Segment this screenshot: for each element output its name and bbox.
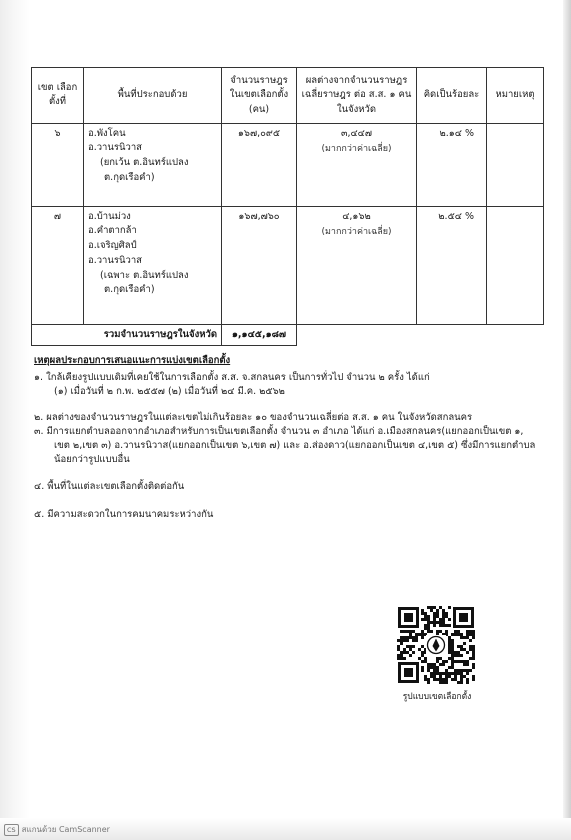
area-line: อ.พังโคน (88, 127, 126, 139)
qr-module (415, 633, 418, 636)
percent-value: ๒.๑๔ % (439, 127, 474, 139)
reason-item-3-detail: เขต ๒,เขต ๓) อ.วานรนิวาส(แยกออกเป็นเขต ๖,เขต ๗) และ อ.ส่องดาว(แยกออกเป็นเขต ๔,เขต ๕) ซึ่งมีการแยกตำบล (54, 439, 536, 451)
qr-block (397, 606, 475, 703)
qr-module (469, 648, 472, 651)
qr-module (427, 621, 430, 624)
reason-item-1-detail: (๑) เมื่อวันที่ ๒ ก.พ. ๒๕๕๗ (๒) เมื่อวันที่ ๒๔ มี.ค. ๒๕๖๒ (54, 385, 285, 397)
qr-module (421, 612, 424, 615)
header-district-no: เขต เลือกตั้งที่ (32, 68, 84, 124)
percent-cell (417, 123, 487, 206)
qr-module (400, 642, 403, 645)
qr-module (427, 606, 430, 609)
qr-module (403, 636, 406, 639)
qr-module (445, 678, 448, 681)
qr-module (463, 663, 466, 666)
qr-module (466, 651, 469, 654)
scanner-footer-text: สแกนด้วย CamScanner (21, 825, 110, 834)
total-label: รวมจำนวนราษฎรในจังหวัด (32, 324, 222, 346)
qr-module (430, 672, 433, 675)
difference-note: (มากกว่าค่าเฉลี่ย) (321, 227, 392, 238)
qr-module (463, 660, 466, 663)
qr-module (439, 630, 442, 633)
qr-module (433, 672, 436, 675)
reason-item-1: ๑. ใกล้เคียงรูปแบบเดิมที่เคยใช้ในการเลือกตั้ง ส.ส. จ.สกลนคร เป็นการทั่วไป จำนวน ๒ ครั้ง ได้แก่ (34, 371, 430, 383)
qr-module (451, 666, 454, 669)
qr-module (406, 636, 409, 639)
qr-module (439, 678, 442, 681)
qr-module (445, 669, 448, 672)
qr-module (445, 675, 448, 678)
qr-module (445, 660, 448, 663)
qr-module (421, 618, 424, 621)
qr-module (442, 621, 445, 624)
qr-module (466, 681, 469, 684)
qr-module (418, 648, 421, 651)
qr-module (466, 678, 469, 681)
qr-code-icon[interactable] (397, 606, 475, 684)
qr-module (439, 672, 442, 675)
qr-module (433, 618, 436, 621)
qr-module (451, 660, 454, 663)
qr-module (451, 678, 454, 681)
difference-value: ๓,๔๔๗ (340, 127, 373, 139)
qr-module (436, 630, 439, 633)
qr-module (451, 654, 454, 657)
qr-module (436, 678, 439, 681)
qr-module (472, 633, 475, 636)
table-header-row (32, 68, 544, 124)
district-area (84, 206, 222, 324)
reasons-section (34, 354, 539, 522)
qr-module (430, 663, 433, 666)
qr-module (460, 633, 463, 636)
qr-module (412, 651, 415, 654)
qr-module (448, 636, 451, 639)
qr-module (409, 648, 412, 651)
qr-module (433, 615, 436, 618)
qr-module (472, 663, 475, 666)
qr-module (466, 660, 469, 663)
qr-module (424, 675, 427, 678)
qr-module (448, 624, 451, 627)
qr-module (418, 633, 421, 636)
qr-module (442, 681, 445, 684)
qr-module (412, 636, 415, 639)
qr-module (430, 606, 433, 609)
qr-module (430, 630, 433, 633)
header-population: จำนวนราษฎร ในเขตเลือกตั้ง (คน) (222, 68, 297, 124)
qr-module (466, 669, 469, 672)
qr-module (409, 654, 412, 657)
remark-cell (487, 206, 544, 324)
qr-module (403, 651, 406, 654)
qr-module (439, 681, 442, 684)
qr-module (457, 672, 460, 675)
qr-module (442, 663, 445, 666)
area-line: อ.วานรนิวาส (88, 254, 142, 266)
qr-module (451, 648, 454, 651)
qr-module (445, 672, 448, 675)
qr-module (451, 633, 454, 636)
qr-module (406, 639, 409, 642)
reason-item-4: ๔. พื้นที่ในแต่ละเขตเลือกตั้งติดต่อกัน (34, 481, 185, 493)
qr-module (451, 639, 454, 642)
area-line: อ.เจริญศิลป์ (88, 240, 137, 252)
qr-module (466, 672, 469, 675)
qr-module (460, 660, 463, 663)
population-cell (222, 123, 297, 206)
qr-module (454, 633, 457, 636)
qr-module (397, 645, 400, 648)
qr-module (433, 675, 436, 678)
qr-module (412, 639, 415, 642)
population-value: ๑๖๗,๗๖๐ (238, 210, 280, 222)
qr-module (442, 624, 445, 627)
qr-module (466, 636, 469, 639)
qr-module (427, 615, 430, 618)
difference-note: (มากกว่าค่าเฉลี่ย) (321, 144, 392, 155)
qr-module (427, 618, 430, 621)
qr-module (445, 612, 448, 615)
population-cell (222, 206, 297, 324)
qr-module (424, 678, 427, 681)
table-row (32, 123, 544, 206)
qr-module (439, 675, 442, 678)
qr-module (442, 618, 445, 621)
qr-module (472, 636, 475, 639)
qr-module (424, 618, 427, 621)
qr-module (454, 669, 457, 672)
qr-module (466, 663, 469, 666)
qr-module (469, 633, 472, 636)
header-area: พื้นที่ประกอบด้วย (84, 68, 222, 124)
qr-module (448, 672, 451, 675)
qr-module (397, 639, 400, 642)
percent-cell (417, 206, 487, 324)
qr-module (451, 672, 454, 675)
difference-value: ๔,๑๖๒ (342, 210, 371, 222)
reasons-title: เหตุผลประกอบการเสนอแนะการแบ่งเขตเลือกตั้ง (34, 355, 231, 366)
qr-module (454, 678, 457, 681)
qr-module (445, 681, 448, 684)
qr-module (403, 639, 406, 642)
qr-module (472, 657, 475, 660)
reason-item-3-detail-2: น้อยกว่ารูปแบบอื่น (54, 453, 130, 465)
qr-module (448, 651, 451, 654)
qr-module (421, 636, 424, 639)
qr-module (427, 678, 430, 681)
qr-module (403, 657, 406, 660)
qr-module (472, 630, 475, 633)
qr-module (436, 669, 439, 672)
area-line: (เฉพาะ ต.อินทร์แปลง (100, 269, 189, 281)
area-line: ต.กุดเรือคำ) (104, 171, 155, 183)
reason-item-3: ๓. มีการแยกตำบลออกจากอำเภอสำหรับการเป็นเขตเลือกตั้ง จำนวน ๓ อำเภอ ได้แก่ อ.เมืองสกลนคร(แยกออกเป็นเขต ๑, (34, 426, 524, 438)
qr-module (445, 624, 448, 627)
qr-module (442, 660, 445, 663)
qr-module (400, 639, 403, 642)
qr-module (457, 633, 460, 636)
qr-module (421, 654, 424, 657)
difference-cell (297, 123, 417, 206)
total-value: ๑,๑๔๕,๑๘๗ (222, 324, 297, 346)
qr-module (400, 636, 403, 639)
page-edge-shadow (563, 0, 571, 840)
qr-module (460, 681, 463, 684)
total-row (32, 324, 544, 346)
qr-module (403, 630, 406, 633)
qr-module (451, 657, 454, 660)
qr-module (400, 630, 403, 633)
qr-module (421, 666, 424, 669)
qr-module (439, 624, 442, 627)
reason-item-2: ๒. ผลต่างของจำนวนราษฎรในแต่ละเขตไม่เกินร้อยละ ๑๐ ของจำนวนเฉลี่ยต่อ ส.ส. ๑ คน ในจังหวัดสกลนคร (34, 412, 473, 424)
qr-module (457, 654, 460, 657)
qr-module (424, 657, 427, 660)
qr-module (412, 645, 415, 648)
qr-module (424, 615, 427, 618)
qr-module (463, 648, 466, 651)
qr-module (433, 663, 436, 666)
qr-module (421, 669, 424, 672)
qr-module (451, 645, 454, 648)
qr-module (436, 666, 439, 669)
qr-module (472, 654, 475, 657)
qr-module (463, 669, 466, 672)
qr-module (433, 624, 436, 627)
qr-module (457, 681, 460, 684)
qr-module (463, 642, 466, 645)
qr-module (430, 666, 433, 669)
qr-module (445, 630, 448, 633)
qr-module (460, 675, 463, 678)
qr-module (427, 663, 430, 666)
qr-module (421, 660, 424, 663)
qr-module (448, 618, 451, 621)
qr-caption: รูปแบบเขตเลือกตั้ง (402, 692, 472, 702)
qr-module (418, 657, 421, 660)
qr-module (421, 645, 424, 648)
qr-module (421, 651, 424, 654)
qr-module (460, 645, 463, 648)
qr-module (454, 672, 457, 675)
qr-module (433, 678, 436, 681)
qr-module (409, 636, 412, 639)
qr-module (457, 630, 460, 633)
qr-module (436, 609, 439, 612)
area-line: อ.บ้านม่วง (88, 210, 131, 222)
qr-module (457, 669, 460, 672)
qr-module (427, 681, 430, 684)
qr-module (460, 669, 463, 672)
area-line: อ.วานรนิวาส (88, 142, 142, 154)
qr-module (433, 666, 436, 669)
qr-module (460, 654, 463, 657)
qr-module (436, 660, 439, 663)
area-line: ต.กุดเรือคำ) (104, 284, 155, 296)
qr-module (466, 630, 469, 633)
qr-module (460, 672, 463, 675)
qr-module (457, 645, 460, 648)
qr-module (466, 633, 469, 636)
area-line: (ยกเว้น ต.อินทร์แปลง (100, 157, 189, 169)
qr-module (469, 669, 472, 672)
qr-module (436, 657, 439, 660)
qr-module (397, 657, 400, 660)
qr-module (442, 609, 445, 612)
qr-module (460, 678, 463, 681)
qr-module (454, 675, 457, 678)
qr-module (436, 612, 439, 615)
qr-module (442, 672, 445, 675)
qr-module (448, 657, 451, 660)
header-remark: หมายเหตุ (487, 68, 544, 124)
qr-module (439, 657, 442, 660)
qr-module (427, 627, 430, 630)
qr-module (448, 639, 451, 642)
qr-module (457, 660, 460, 663)
qr-module (415, 639, 418, 642)
qr-module (448, 675, 451, 678)
qr-module (448, 642, 451, 645)
qr-module (439, 618, 442, 621)
qr-module (400, 657, 403, 660)
qr-module (439, 606, 442, 609)
qr-module (436, 672, 439, 675)
scanner-footer (4, 823, 110, 836)
qr-module (406, 645, 409, 648)
qr-module (397, 654, 400, 657)
qr-module (400, 654, 403, 657)
qr-module (421, 609, 424, 612)
qr-module (469, 639, 472, 642)
qr-module (409, 630, 412, 633)
qr-module (472, 645, 475, 648)
qr-module (427, 624, 430, 627)
qr-module (406, 630, 409, 633)
qr-module (436, 615, 439, 618)
qr-module (472, 666, 475, 669)
district-number: ๖ (32, 123, 84, 206)
qr-module (454, 651, 457, 654)
difference-cell (297, 206, 417, 324)
qr-module (460, 648, 463, 651)
qr-module (442, 612, 445, 615)
qr-module (451, 651, 454, 654)
district-number: ๗ (32, 206, 84, 324)
qr-module (451, 663, 454, 666)
qr-module (454, 630, 457, 633)
qr-module (469, 657, 472, 660)
percent-value: ๒.๕๔ % (438, 210, 474, 222)
qr-module (424, 612, 427, 615)
qr-module (472, 651, 475, 654)
qr-module (427, 666, 430, 669)
qr-module (457, 651, 460, 654)
qr-module (421, 633, 424, 636)
remark-cell (487, 123, 544, 206)
qr-module (427, 669, 430, 672)
qr-module (469, 630, 472, 633)
qr-module (469, 645, 472, 648)
qr-module (445, 615, 448, 618)
qr-module (448, 666, 451, 669)
qr-module (454, 660, 457, 663)
qr-module (424, 660, 427, 663)
qr-module (442, 615, 445, 618)
header-difference: ผลต่างจากจำนวนราษฎร เฉลี่ยราษฎร ต่อ ส.ส. ๑ คน ในจังหวัด (297, 68, 417, 124)
district-area (84, 123, 222, 206)
qr-module (397, 648, 400, 651)
qr-module (472, 675, 475, 678)
qr-module (433, 621, 436, 624)
qr-module (436, 621, 439, 624)
qr-code-graphic (397, 606, 475, 684)
qr-module (400, 651, 403, 654)
qr-module (451, 642, 454, 645)
qr-module (448, 645, 451, 648)
qr-module (433, 612, 436, 615)
qr-module (448, 606, 451, 609)
qr-module (448, 648, 451, 651)
qr-module (415, 636, 418, 639)
qr-module (409, 633, 412, 636)
qr-module (463, 636, 466, 639)
qr-module (433, 606, 436, 609)
area-line: อ.คำตากล้า (88, 225, 137, 237)
qr-module (412, 630, 415, 633)
qr-module (421, 630, 424, 633)
qr-module (442, 678, 445, 681)
header-percent: คิดเป็นร้อยละ (417, 68, 487, 124)
qr-module (424, 627, 427, 630)
qr-module (433, 669, 436, 672)
camscanner-logo-icon: CS (4, 824, 19, 836)
qr-module (430, 609, 433, 612)
qr-module (472, 648, 475, 651)
qr-module (439, 621, 442, 624)
qr-module (460, 636, 463, 639)
qr-module (403, 648, 406, 651)
qr-module (439, 663, 442, 666)
district-table (31, 67, 544, 346)
qr-module (463, 675, 466, 678)
population-value: ๑๖๗,๐๙๕ (237, 127, 281, 139)
qr-module (427, 630, 430, 633)
qr-module (424, 624, 427, 627)
qr-module (406, 651, 409, 654)
qr-module (472, 678, 475, 681)
table-row (32, 206, 544, 324)
qr-module (454, 654, 457, 657)
qr-module (409, 645, 412, 648)
reason-item-5: ๕. มีความสะดวกในการคมนาคมระหว่างกัน (34, 509, 214, 521)
qr-module (430, 621, 433, 624)
qr-module (430, 675, 433, 678)
